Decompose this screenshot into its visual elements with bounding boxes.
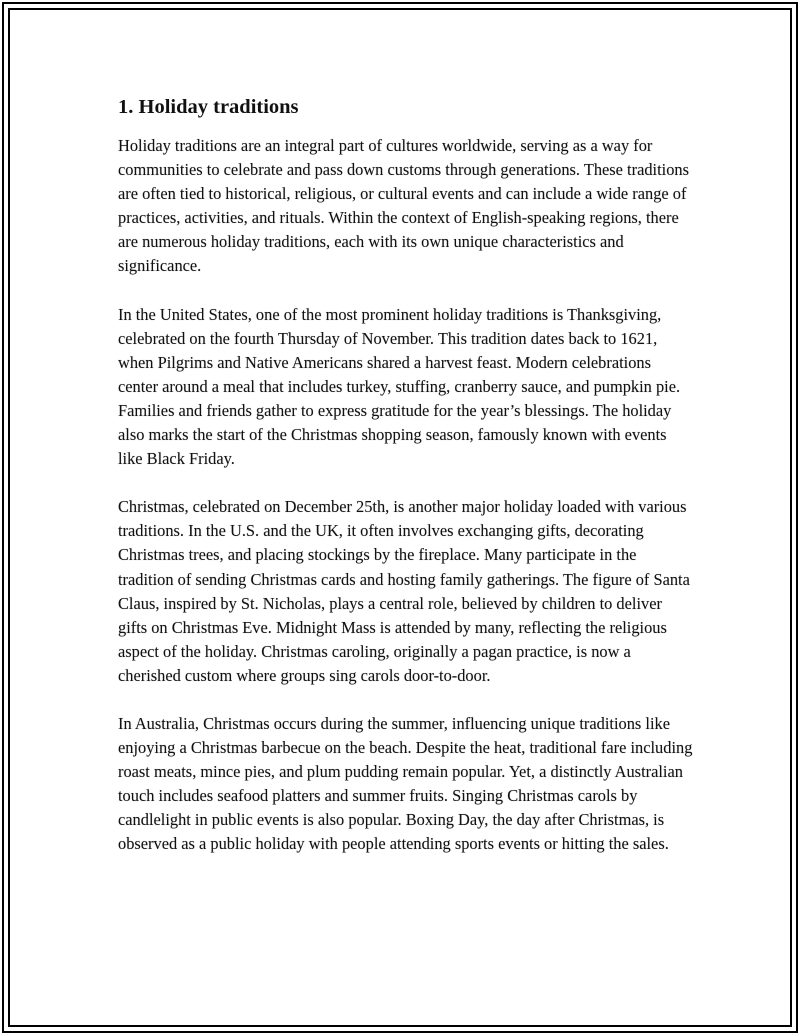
paragraph-christmas: Christmas, celebrated on December 25th, is another major holiday loaded with various traditions. In the U.S. and the UK, it often involves exchanging gifts, decorating Christmas trees, and placing stockings by the fireplace. Many participate in the tradition of sending Christmas cards and hosting family gatherings. The figure of Santa Claus, inspired by St. Nicholas, plays a central role, believed by children to deliver gifts on Christmas Eve. Midnight Mass is attended by many, reflecting the religious aspect of the holiday. Christmas caroling, originally a pagan practice, is now a cherished custom where groups sing carols door-to-door. <box>118 497 690 685</box>
paragraph-thanksgiving: In the United States, one of the most prominent holiday traditions is Thanksgiving, celebrated on the fourth Thursday of November. This tradition dates back to 1621, when Pilgrims and Native Americans shared a harvest feast. Modern celebrations center around a meal that includes turkey, stuffing, cranberry sauce, and pumpkin pie. Families and friends gather to express gratitude for the year’s blessings. The holiday also marks the start of the Christmas shopping season, famously known with events like Black Friday. <box>118 304 681 469</box>
document-body <box>118 94 693 881</box>
section-heading: 1. Holiday traditions <box>118 96 299 118</box>
paragraph-australia: In Australia, Christmas occurs during the summer, influencing unique traditions like enjoying a Christmas barbecue on the beach. Despite the heat, traditional fare including roast meats, mince pies, and plum pudding remain popular. Yet, a distinctly Australian touch includes seafood platters and summer fruits. Singing Christmas carols by candlelight in public events is also popular. Boxing Day, the day after Christmas, is observed as a public holiday with people attending sports events or hitting the sales. <box>118 713 693 854</box>
paragraph-intro: Holiday traditions are an integral part of cultures worldwide, serving as a way for communities to celebrate and pass down customs through generations. These traditions are often tied to historical, religious, or cultural events and can include a wide range of practices, activities, and rituals. Within the context of English-speaking regions, there are numerous holiday traditions, each with its own unique characteristics and significance. <box>118 136 689 276</box>
